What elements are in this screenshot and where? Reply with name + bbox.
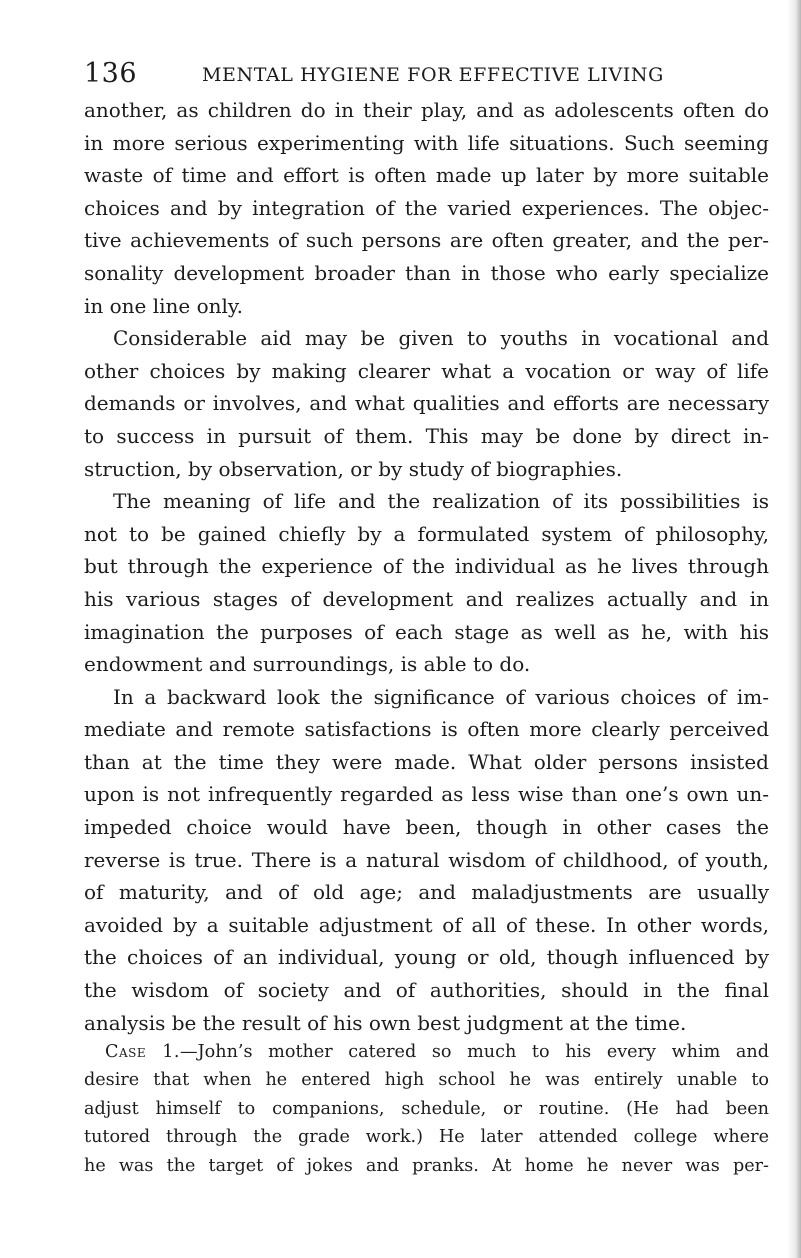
case-first-line bbox=[84, 1038, 769, 1066]
text-line: analysis be the result of his own best judgment at the time. bbox=[84, 1010, 687, 1035]
body-text bbox=[84, 94, 769, 1039]
text-line: The meaning of life and the realization of its possibilities is bbox=[113, 489, 769, 514]
text-line: In a backward look the significance of various choices of im- bbox=[113, 684, 769, 709]
case-line: he was the target of jokes and pranks. At home he never was per- bbox=[84, 1155, 769, 1176]
text-line: the choices of an individual, young or old, though influenced by bbox=[84, 945, 769, 970]
text-line: of maturity, and of old age; and maladjustments are usually bbox=[84, 880, 769, 905]
text-line: impeded choice would have been, though in other cases the bbox=[84, 815, 769, 840]
text-line: struction, by observation, or by study of biographies. bbox=[84, 456, 623, 481]
page-number: 136 bbox=[84, 58, 138, 89]
text-line: imagination the purposes of each stage as well as he, with his bbox=[84, 619, 769, 644]
case-first-line-text: —John’s mother catered so much to his every whim and bbox=[180, 1042, 769, 1062]
text-line: not to be gained chiefly by a formulated system of philosophy, bbox=[84, 521, 769, 546]
case-line: desire that when he entered high school he was entirely unable to bbox=[84, 1070, 769, 1091]
text-line: the wisdom of society and of authorities, should in the final bbox=[84, 978, 769, 1003]
paragraph bbox=[84, 681, 769, 1040]
running-head: MENTAL HYGIENE FOR EFFECTIVE LIVING bbox=[202, 64, 664, 86]
paragraph bbox=[84, 94, 769, 322]
text-line: mediate and remote satisfactions is often more clearly perceived bbox=[84, 717, 769, 742]
page-header bbox=[84, 54, 774, 94]
text-line: waste of time and effort is often made up later by more suitable bbox=[84, 163, 769, 188]
text-line: his various stages of development and realizes actually and in bbox=[84, 586, 769, 611]
text-line: tive achievements of such persons are often greater, and the per- bbox=[84, 228, 769, 253]
page-edge-shadow bbox=[787, 0, 801, 1258]
text-line: in one line only. bbox=[84, 293, 243, 318]
case-line: adjust himself to companions, schedule, or routine. (He had been bbox=[84, 1098, 769, 1119]
text-line: another, as children do in their play, and as adolescents often do bbox=[84, 98, 769, 122]
text-line: reverse is true. There is a natural wisdom of childhood, of youth, bbox=[84, 847, 769, 872]
text-line: endowment and surroundings, is able to do. bbox=[84, 652, 531, 677]
case-label: Case 1. bbox=[105, 1042, 181, 1062]
text-line: sonality development broader than in those who early specialize bbox=[84, 260, 769, 285]
text-line: other choices by making clearer what a vocation or way of life bbox=[84, 358, 769, 383]
text-line: in more serious experimenting with life situations. Such seeming bbox=[84, 130, 769, 155]
text-line: demands or involves, and what qualities and efforts are necessary bbox=[84, 391, 769, 416]
text-line: to success in pursuit of them. This may be done by direct in- bbox=[84, 423, 769, 448]
text-line: choices and by integration of the varied experiences. The objec- bbox=[84, 195, 769, 220]
text-line: avoided by a suitable adjustment of all of these. In other words, bbox=[84, 912, 769, 937]
case-line: tutored through the grade work.) He later attended college where bbox=[84, 1127, 769, 1148]
text-line: but through the experience of the individual as he lives through bbox=[84, 554, 769, 579]
paragraph bbox=[84, 485, 769, 681]
text-line: Considerable aid may be given to youths in vocational and bbox=[113, 326, 769, 351]
text-line: than at the time they were made. What older persons insisted bbox=[84, 749, 769, 774]
paragraph bbox=[84, 322, 769, 485]
case-study bbox=[84, 1038, 769, 1180]
text-line: upon is not infrequently regarded as less wise than one’s own un- bbox=[84, 782, 769, 807]
